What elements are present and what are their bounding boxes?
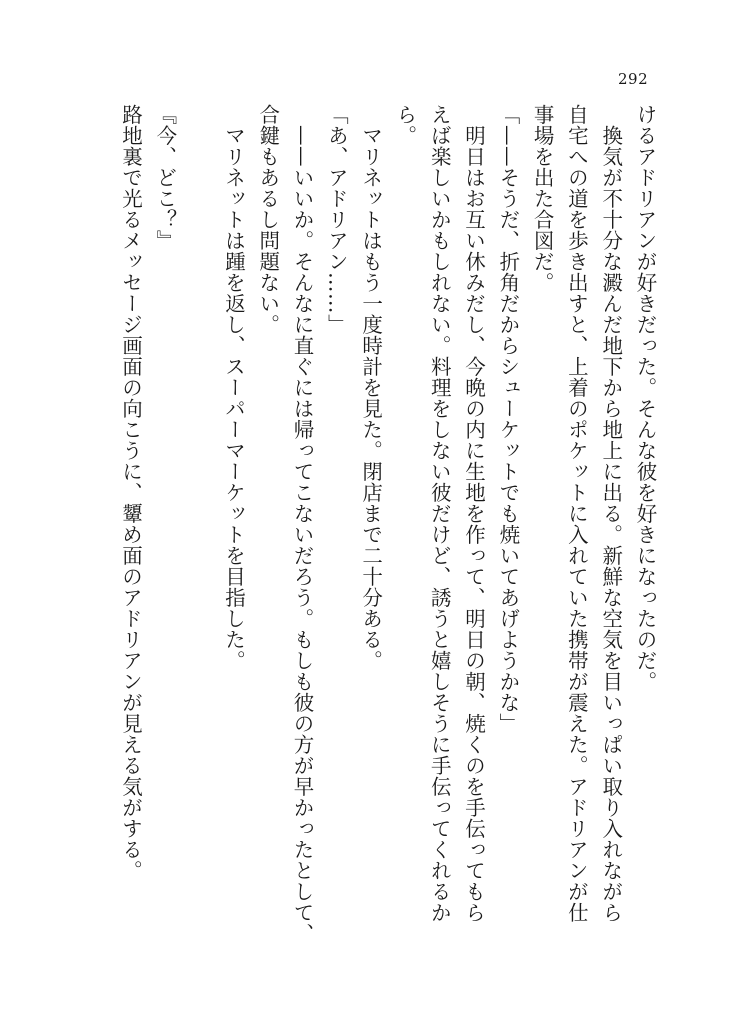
text-line: 明日はお互い休みだし、今晩の内に生地を作って、明日の朝、焼くのを手伝ってもら <box>461 104 486 923</box>
text-line: ら。 <box>392 104 417 146</box>
text-line: 「——そうだ、折角だからシューケットでも焼いてあげようかな」 <box>495 104 520 734</box>
page-number: 292 <box>618 70 649 88</box>
text-line: 合鍵もあるし問題ない。 <box>255 104 280 335</box>
vertical-text-body <box>113 104 662 944</box>
text-line: 『今、どこ？』 <box>152 104 177 251</box>
text-line: マリネットは踵を返し、スーパーマーケットを目指した。 <box>221 104 246 671</box>
text-line: マリネットはもう一度時計を見た。閉店まで二十分ある。 <box>358 104 383 671</box>
blank-line-spacer <box>182 104 216 934</box>
text-line: 自宅への道を歩き出すと、上着のポケットに入れていた携帯が震えた。アドリアンが仕 <box>564 104 589 923</box>
text-line: 「あ、アドリアン……」 <box>324 104 349 335</box>
text-line: けるアドリアンが好きだった。そんな彼を好きになったのだ。 <box>633 104 657 692</box>
text-line: 路地裏で光るメッセージ画面の向こうに、顰め面のアドリアンが見える気がする。 <box>118 104 143 881</box>
text-line: 換気が不十分な澱んだ地下から地上に出る。新鮮な空気を目いっぱい取り入れながら <box>598 104 623 923</box>
text-line: えば楽しいかもしれない。料理をしない彼だけど、誘うと嬉しそうに手伝ってくれるか <box>427 104 452 923</box>
text-line: 事場を出た合図だ。 <box>530 104 555 293</box>
text-line: ——いいか。そんなに直ぐには帰ってこないだろう。もしも彼の方が早かったとして、 <box>290 104 315 944</box>
